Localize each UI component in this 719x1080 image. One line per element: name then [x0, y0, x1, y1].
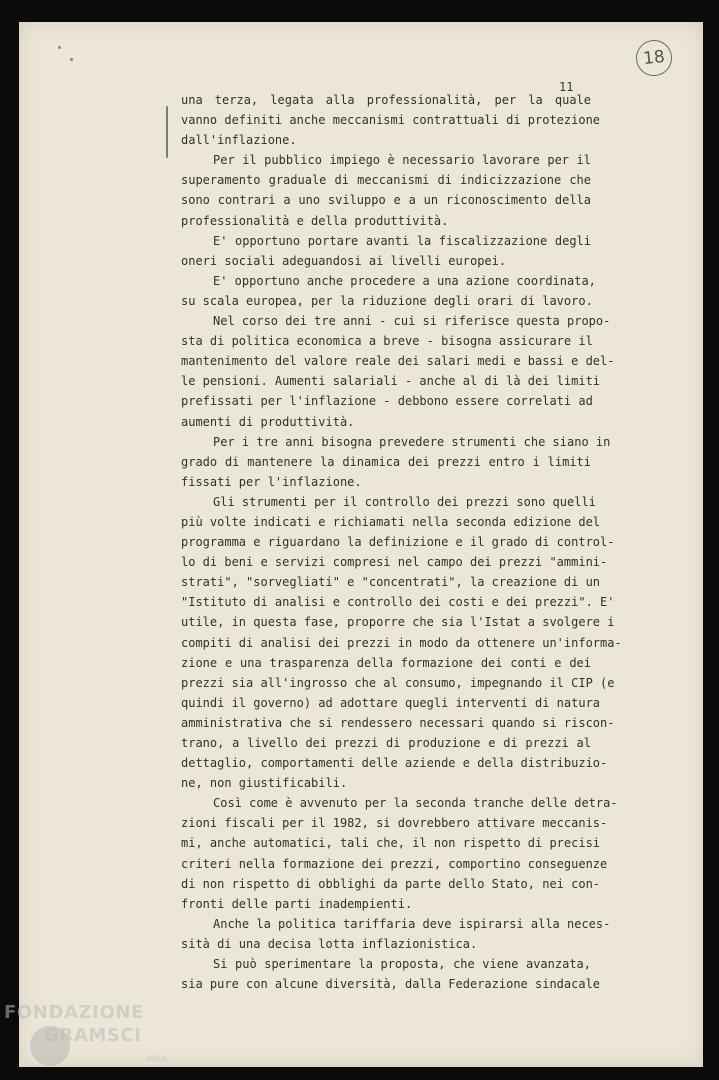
text-line: lo di beni e servizi compresi nel campo dei prezzi "ammini- — [181, 555, 608, 570]
text-line: amministrativa che si rendessero necessari quando si riscon- — [181, 715, 615, 730]
text-line: "Istituto di analisi e controllo dei costi e dei prezzi". E' — [181, 595, 615, 610]
text-line: oneri sociali adeguandosi ai livelli europei. — [181, 253, 507, 268]
watermark-line-1: FONDAZIONE — [4, 1002, 144, 1023]
text-line: compiti di analisi dei prezzi in modo da ottenere un'informa- — [181, 635, 622, 650]
text-line: fronti delle parti inadempienti. — [181, 896, 413, 911]
text-line: Gli strumenti per il controllo dei prezzi sono quelli — [213, 494, 596, 509]
margin-pencil-mark — [166, 106, 168, 158]
body-text — [181, 90, 622, 994]
text-line: ne, non giustificabili. — [181, 776, 348, 791]
text-line: programma e riguardano la definizione e il grado di control- — [181, 535, 615, 550]
text-line: su scala europea, per la riduzione degli orari di lavoro. — [181, 293, 593, 308]
text-line: sia pure con alcune diversità, dalla Federazione sindacale — [181, 977, 601, 992]
text-line: le pensioni. Aumenti salariali - anche al di là dei limiti — [181, 374, 601, 389]
text-line: Così come è avvenuto per la seconda tranche delle detra- — [213, 796, 618, 811]
text-line: dettaglio, comportamenti delle aziende e della distribuzio- — [181, 756, 608, 771]
text-line: aumenti di produttività. — [181, 414, 355, 429]
watermark-line-2: GRAMSCI — [44, 1025, 142, 1046]
text-line: zioni fiscali per il 1982, si dovrebbero attivare meccanis- — [181, 816, 608, 831]
text-line: più volte indicati e richiamati nella seconda edizione del — [181, 514, 601, 529]
text-line: E' opportuno anche procedere a una azione coordinata, — [213, 273, 596, 288]
text-line: Anche la politica tariffaria deve ispirarsi alla neces- — [213, 916, 611, 931]
text-line: quindi il governo) ad adottare quegli interventi di natura — [181, 695, 601, 710]
paper-speck — [70, 58, 73, 61]
text-line: Nel corso dei tre anni - cui si riferisce questa propo- — [213, 314, 611, 329]
text-line: una terza, legata alla professionalità, per la quale — [181, 93, 591, 107]
watermark — [4, 1002, 144, 1046]
text-line: Per i tre anni bisogna prevedere strumenti che siano in — [213, 434, 611, 449]
text-line: E' opportuno portare avanti la fiscalizzazione degli — [213, 233, 591, 248]
text-line: grado di mantenere la dinamica dei prezzi entro i limiti — [181, 454, 591, 469]
text-line: Per il pubblico impiego è necessario lavorare per il — [213, 153, 591, 168]
archive-folio-stamp: 18 — [634, 38, 674, 78]
text-line: mi, anche automatici, tali che, il non rispetto di precisi — [181, 836, 601, 851]
text-line: sità di una decisa lotta inflazionistica. — [181, 936, 478, 951]
text-line: zione e una trasparenza della formazione dei conti e dei — [181, 655, 591, 670]
text-line: sta di politica economica a breve - bisogna assicurare il — [181, 334, 593, 349]
paper-speck — [58, 46, 61, 49]
text-line: fissati per l'inflazione. — [181, 474, 362, 489]
text-line: mantenimento del valore reale dei salari medi e bassi e del- — [181, 354, 615, 369]
text-line: professionalità e della produttività. — [181, 213, 449, 228]
text-line: di non rispetto di obblighi da parte dello Stato, nei con- — [181, 876, 601, 891]
text-line: trano, a livello dei prezzi di produzione e di prezzi al — [181, 736, 591, 750]
text-line: dall'inflazione. — [181, 133, 297, 148]
text-line: utile, in questa fase, proporre che sia l'Istat a svolgere i — [181, 615, 615, 630]
text-line: strati", "sorvegliati" e "concentrati", la creazione di un — [181, 575, 601, 590]
page-number: 11 — [559, 80, 574, 94]
text-line: Si può sperimentare la proposta, che viene avanzata, — [213, 957, 591, 972]
text-line: superamento graduale di meccanismi di indicizzazione che — [181, 173, 591, 188]
text-line: prezzi sia all'ingrosso che al consumo, impegnando il CIP (e — [181, 675, 615, 690]
text-line: vanno definiti anche meccanismi contrattuali di protezione — [181, 113, 601, 128]
text-line: sono contrari a uno sviluppo e a un riconoscimento della — [181, 193, 591, 208]
text-line: prefissati per l'inflazione - debbono essere correlati ad — [181, 394, 593, 409]
text-line: criteri nella formazione dei prezzi, comportino conseguenze — [181, 856, 608, 871]
watermark-onlus: onlus — [146, 1054, 168, 1063]
